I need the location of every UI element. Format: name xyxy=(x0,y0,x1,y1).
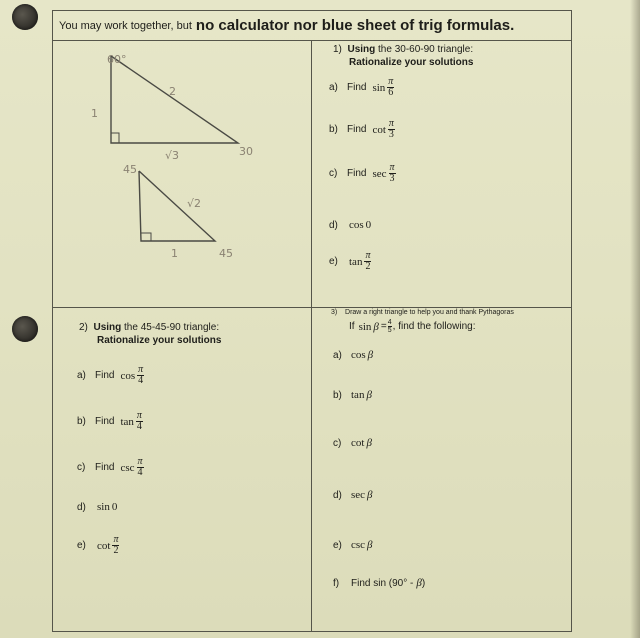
q3-given xyxy=(349,319,475,334)
q2-e-den: 2 xyxy=(113,545,119,556)
q1-a-den: 6 xyxy=(388,87,394,98)
q2-b-label: b) xyxy=(77,416,86,427)
q1-item-d xyxy=(329,219,373,231)
label-long-leg-sqrt3: √3 xyxy=(165,149,180,162)
label-leg-1: 1 xyxy=(171,247,178,260)
q1-subtitle: Rationalize your solutions xyxy=(349,57,474,68)
q3-given-var: β xyxy=(373,320,379,333)
q1-a-num: π xyxy=(388,76,394,87)
q1-e-fn: tan xyxy=(349,255,363,268)
q2-using: Using xyxy=(93,322,122,333)
worksheet-frame xyxy=(52,10,572,632)
q1-b-fn: cot xyxy=(372,123,386,136)
q1-item-b xyxy=(329,119,395,140)
q2-item-e xyxy=(77,535,119,556)
q3-given-frac xyxy=(388,319,392,334)
q2-title-rest: the 45-45-90 triangle: xyxy=(124,322,220,333)
q1-item-e xyxy=(329,251,371,272)
label-60deg: 60° xyxy=(107,53,127,66)
triangle-45-45-90 xyxy=(139,171,215,241)
q3-a-label: a) xyxy=(333,349,342,361)
q2-d-label: d) xyxy=(77,501,86,513)
q2-a-num: π xyxy=(138,364,144,375)
q1-d-fn: cos xyxy=(349,219,364,231)
q1-c-num: π xyxy=(389,162,395,173)
q2-c-label: c) xyxy=(77,462,86,473)
q1-c-frac xyxy=(389,163,396,184)
q3-given-fn: sin xyxy=(358,320,372,333)
q3-e-label: e) xyxy=(333,539,342,551)
q1-b-num: π xyxy=(388,118,394,129)
header-emphasis: no calculator nor blue sheet of trig formulas. xyxy=(195,17,515,34)
q3-b-label: b) xyxy=(333,389,342,401)
q2-b-num: π xyxy=(136,410,142,421)
q3-item-e xyxy=(333,539,373,551)
q1-c-fn: sec xyxy=(372,167,387,180)
q2-a-label: a) xyxy=(77,370,86,381)
q3-f-close: ) xyxy=(421,577,426,589)
q1-c-den: 3 xyxy=(389,173,395,184)
q1-e-num: π xyxy=(365,250,371,261)
q2-e-label: e) xyxy=(77,540,86,551)
q3-d-label: d) xyxy=(333,489,342,501)
q3-f-word: Find sin (90° - xyxy=(351,577,414,589)
q3-c-fn: cot xyxy=(351,437,365,449)
q3-item-a xyxy=(333,349,373,361)
q3-note-text: Draw a right triangle to help you and thank Pythagoras xyxy=(345,309,514,316)
q2-e-fn: cot xyxy=(97,539,111,552)
paper-edge-shadow xyxy=(630,0,640,638)
q1-a-label: a) xyxy=(329,82,338,93)
q2-c-den: 4 xyxy=(137,467,143,478)
q2-b-fn: tan xyxy=(120,415,134,428)
right-angle-mark-2 xyxy=(141,233,151,241)
label-45-top: 45 xyxy=(123,163,137,176)
q1-b-label: b) xyxy=(329,124,338,135)
q3-e-var: β xyxy=(367,539,373,551)
q1-a-word: Find xyxy=(347,82,367,93)
q3-b-fn: tan xyxy=(351,389,365,401)
q2-a-den: 4 xyxy=(138,375,144,386)
horizontal-divider xyxy=(53,307,571,308)
q3-d-fn: sec xyxy=(351,489,366,501)
q3-f-label: f) xyxy=(333,577,340,589)
q1-c-label: c) xyxy=(329,168,338,179)
q1-d-arg: 0 xyxy=(365,219,372,231)
label-short-leg-1: 1 xyxy=(91,107,98,120)
q2-c-frac xyxy=(137,457,144,478)
q2-subtitle: Rationalize your solutions xyxy=(97,335,222,346)
q1-using: Using xyxy=(347,44,376,55)
q2-item-b xyxy=(77,411,143,432)
q1-c-word: Find xyxy=(347,168,367,179)
q1-a-frac xyxy=(387,77,394,98)
triangle-30-60-90 xyxy=(111,56,238,143)
punch-hole-top xyxy=(12,4,38,30)
q2-b-frac xyxy=(136,411,143,432)
label-30deg: 30 xyxy=(239,145,253,158)
label-hyp-2: 2 xyxy=(169,85,176,98)
q3-f-var: β xyxy=(416,577,422,589)
vertical-divider xyxy=(311,41,312,631)
q3-given-rest: , find the following: xyxy=(392,321,476,332)
q3-given-if: If xyxy=(349,321,355,332)
q1-number: 1) xyxy=(333,44,342,55)
q1-e-label: e) xyxy=(329,256,338,267)
q2-c-num: π xyxy=(137,456,143,467)
label-45-bottom: 45 xyxy=(219,247,233,260)
q3-a-fn: cos xyxy=(351,349,366,361)
right-angle-mark-1 xyxy=(111,133,119,143)
q2-a-frac xyxy=(137,365,144,386)
q1-e-frac xyxy=(364,251,371,272)
q3-c-var: β xyxy=(366,437,372,449)
q3-given-num: 4 xyxy=(387,319,392,326)
punch-hole-bottom xyxy=(12,316,38,342)
q1-b-den: 3 xyxy=(388,129,394,140)
q2-d-fn: sin xyxy=(97,501,110,513)
label-hyp-sqrt2: √2 xyxy=(187,197,202,210)
q2-b-den: 4 xyxy=(136,421,142,432)
q3-e-fn: csc xyxy=(351,539,366,551)
q2-item-d xyxy=(77,501,119,513)
q1-a-fn: sin xyxy=(372,81,386,94)
q2-d-arg: 0 xyxy=(111,501,118,513)
q1-title-rest: the 30-60-90 triangle: xyxy=(378,44,474,55)
q1-item-c xyxy=(329,163,396,184)
q2-c-fn: csc xyxy=(120,461,135,474)
q1-b-word: Find xyxy=(347,124,367,135)
q1-d-label: d) xyxy=(329,219,338,231)
q1-b-frac xyxy=(388,119,395,140)
q1-e-den: 2 xyxy=(365,261,371,272)
q3-c-label: c) xyxy=(333,437,342,449)
q1-item-a xyxy=(329,77,394,98)
q3-given-den: 5 xyxy=(387,327,392,334)
triangle-sketches xyxy=(53,11,311,307)
q3-item-d xyxy=(333,489,373,501)
q2-a-fn: cos xyxy=(120,369,136,382)
q3-b-var: β xyxy=(366,389,372,401)
q2-item-c xyxy=(77,457,144,478)
q3-given-eq: = xyxy=(380,321,387,332)
q1-title xyxy=(333,43,473,69)
q2-c-word: Find xyxy=(95,462,115,473)
q3-item-f xyxy=(333,577,425,589)
q3-d-var: β xyxy=(367,489,373,501)
q2-e-num: π xyxy=(113,534,119,545)
header-intro: You may work together, but xyxy=(59,19,192,32)
q3-item-c xyxy=(333,437,372,449)
q2-number: 2) xyxy=(79,322,88,333)
q3-item-b xyxy=(333,389,372,401)
q3-number: 3) xyxy=(331,309,338,316)
q2-e-frac xyxy=(112,535,119,556)
q2-title xyxy=(79,321,221,347)
q2-b-word: Find xyxy=(95,416,115,427)
q3-note xyxy=(331,309,514,316)
q3-a-var: β xyxy=(367,349,374,361)
q2-a-word: Find xyxy=(95,370,115,381)
q2-item-a xyxy=(77,365,144,386)
